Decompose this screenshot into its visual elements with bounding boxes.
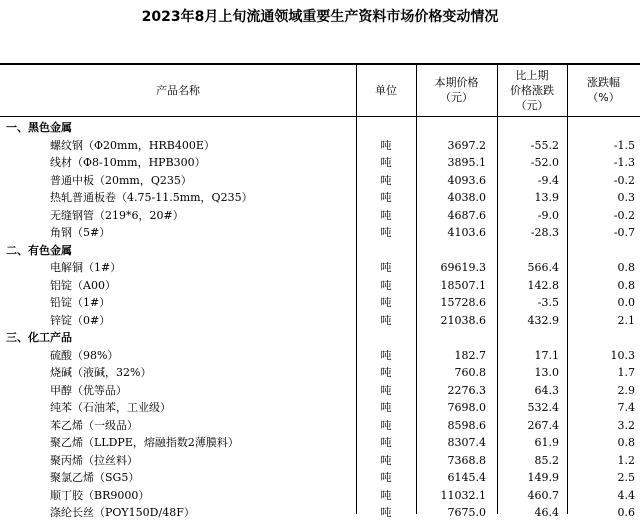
product-name: 普通中板（20mm，Q235） <box>50 173 192 187</box>
product-name: 纯苯（石油苯，工业级） <box>50 401 171 414</box>
header-bottom-rule <box>0 116 640 117</box>
product-name: 电解铜（1#） <box>50 261 122 274</box>
change-cell: 64.3 <box>534 383 559 397</box>
pct-cell: 0.0 <box>617 296 635 309</box>
change-cell: -9.4 <box>537 173 559 187</box>
unit-cell: 吨 <box>380 138 392 152</box>
pct-cell: -1.3 <box>613 156 635 169</box>
unit-cell: 吨 <box>380 418 392 432</box>
change-cell: -52.0 <box>530 156 559 169</box>
change-cell: 46.4 <box>534 506 559 519</box>
pct-cell: 2.5 <box>617 471 635 484</box>
change-cell: -9.0 <box>537 208 559 222</box>
unit-cell: 吨 <box>380 383 392 397</box>
change-cell: 149.9 <box>527 471 559 484</box>
change-cell: 142.8 <box>527 278 559 292</box>
pct-cell: 0.3 <box>617 191 635 204</box>
change-cell: 17.1 <box>534 348 559 362</box>
pct-cell: 4.4 <box>617 488 635 502</box>
product-name: 烧碱（液碱，32%） <box>50 366 152 379</box>
unit-cell: 吨 <box>380 313 392 327</box>
section-row <box>0 329 640 347</box>
unit-cell: 吨 <box>380 226 392 239</box>
pct-cell: -0.2 <box>613 173 635 187</box>
product-name: 顺丁胶（BR9000） <box>50 488 150 502</box>
section-row <box>0 242 640 260</box>
page-title: 2023年8月上旬流通领域重要生产资料市场价格变动情况 <box>141 9 499 25</box>
header-product-name: 产品名称 <box>156 83 200 97</box>
price-cell: 7675.0 <box>447 506 486 519</box>
product-name: 无缝钢管（219*6，20#） <box>50 208 184 222</box>
unit-cell: 吨 <box>380 436 392 449</box>
pct-cell: 7.4 <box>617 401 635 414</box>
unit-cell: 吨 <box>380 261 392 274</box>
table-row <box>0 154 640 172</box>
change-cell: 432.9 <box>527 313 559 327</box>
price-cell: 3697.2 <box>447 138 486 152</box>
change-cell: 566.4 <box>527 261 559 274</box>
unit-cell: 吨 <box>380 208 392 222</box>
table-row <box>0 399 640 417</box>
section-label: 一、黑色金属 <box>6 121 72 134</box>
price-cell: 6145.4 <box>447 471 486 484</box>
change-cell: 460.7 <box>527 488 559 502</box>
product-name: 热轧普通板卷（4.75-11.5mm，Q235） <box>50 191 253 204</box>
pct-cell: 1.2 <box>617 453 635 467</box>
product-name: 聚丙烯（拉丝料） <box>50 453 138 467</box>
price-cell: 15728.6 <box>440 296 486 309</box>
unit-cell: 吨 <box>380 156 392 169</box>
section-label: 三、化工产品 <box>6 331 72 344</box>
pct-cell: -0.2 <box>613 208 635 222</box>
unit-cell: 吨 <box>380 453 392 467</box>
unit-cell: 吨 <box>380 296 392 309</box>
table-row <box>0 294 640 312</box>
price-cell: 4093.6 <box>447 173 486 187</box>
header-pct: 涨跌幅 （%） <box>587 76 620 104</box>
pct-cell: 0.6 <box>617 506 635 519</box>
table-row <box>0 207 640 225</box>
price-cell: 8598.6 <box>447 418 486 432</box>
table-row <box>0 487 640 505</box>
price-cell: 3895.1 <box>447 156 486 169</box>
section-label: 二、有色金属 <box>6 243 72 257</box>
pct-cell: 0.8 <box>617 436 635 449</box>
table-row <box>0 434 640 452</box>
header-price: 本期价格 （元） <box>434 76 479 104</box>
product-name: 铝锭（A00） <box>50 278 116 292</box>
product-name: 苯乙烯（一级品） <box>50 418 138 432</box>
price-cell: 69619.3 <box>440 261 486 274</box>
section-row <box>0 119 640 137</box>
unit-cell: 吨 <box>380 471 392 484</box>
table-row <box>0 224 640 242</box>
pct-cell: -0.7 <box>613 226 635 239</box>
unit-cell: 吨 <box>380 173 392 187</box>
price-cell: 4038.0 <box>447 191 486 204</box>
price-cell: 21038.6 <box>440 313 486 327</box>
pct-cell: 0.8 <box>617 261 635 274</box>
header-change: 比上期 价格涨跌 （元） <box>510 68 554 112</box>
pct-cell: 1.7 <box>617 366 635 379</box>
change-cell: -55.2 <box>530 138 559 152</box>
change-cell: 61.9 <box>534 436 559 449</box>
product-name: 螺纹钢（Φ20mm，HRB400E） <box>50 138 215 152</box>
unit-cell: 吨 <box>380 401 392 414</box>
product-name: 铅锭（1#） <box>50 296 111 309</box>
table-row <box>0 452 640 470</box>
table-row <box>0 382 640 400</box>
pct-cell: 2.9 <box>617 383 635 397</box>
product-name: 涤纶长丝（POY150D/48F） <box>50 506 195 519</box>
product-name: 甲醇（优等品） <box>50 383 127 397</box>
table-row <box>0 259 640 277</box>
price-cell: 182.7 <box>454 348 486 362</box>
price-cell: 18507.1 <box>440 278 486 292</box>
table-row <box>0 417 640 435</box>
table-row <box>0 504 640 522</box>
change-cell: 532.4 <box>527 401 559 414</box>
table-row <box>0 364 640 382</box>
change-cell: -28.3 <box>530 226 559 239</box>
unit-cell: 吨 <box>380 278 392 292</box>
product-name: 角钢（5#） <box>50 226 111 239</box>
change-cell: 13.9 <box>534 191 559 204</box>
pct-cell: 3.2 <box>617 418 635 432</box>
product-name: 硫酸（98%） <box>50 348 119 362</box>
change-cell: -3.5 <box>537 296 559 309</box>
table-row <box>0 312 640 330</box>
change-cell: 267.4 <box>527 418 559 432</box>
table-row <box>0 347 640 365</box>
pct-cell: -1.5 <box>613 138 635 152</box>
price-cell: 8307.4 <box>447 436 486 449</box>
product-name: 聚乙烯（LLDPE，熔融指数2薄膜料） <box>50 436 239 449</box>
product-name: 线材（Φ8-10mm，HPB300） <box>50 156 206 169</box>
product-name: 聚氯乙烯（SG5） <box>50 471 140 484</box>
price-cell: 4103.6 <box>447 226 486 239</box>
pct-cell: 10.3 <box>610 348 635 362</box>
price-cell: 11032.1 <box>440 488 486 502</box>
unit-cell: 吨 <box>380 488 392 502</box>
pct-cell: 2.1 <box>617 313 635 327</box>
unit-cell: 吨 <box>380 348 392 362</box>
price-cell: 4687.6 <box>447 208 486 222</box>
unit-cell: 吨 <box>380 366 392 379</box>
table-row <box>0 189 640 207</box>
price-cell: 2276.3 <box>447 383 486 397</box>
price-cell: 7698.0 <box>447 401 486 414</box>
table-row <box>0 277 640 295</box>
price-cell: 7368.8 <box>447 453 486 467</box>
pct-cell: 0.8 <box>617 278 635 292</box>
product-name: 锌锭（0#） <box>50 313 111 327</box>
table-row <box>0 469 640 487</box>
header-unit: 单位 <box>375 83 397 97</box>
table-row <box>0 137 640 155</box>
unit-cell: 吨 <box>380 506 392 519</box>
change-cell: 13.0 <box>534 366 559 379</box>
table-row <box>0 172 640 190</box>
price-cell: 760.8 <box>454 366 486 379</box>
change-cell: 85.2 <box>534 453 559 467</box>
unit-cell: 吨 <box>380 191 392 204</box>
